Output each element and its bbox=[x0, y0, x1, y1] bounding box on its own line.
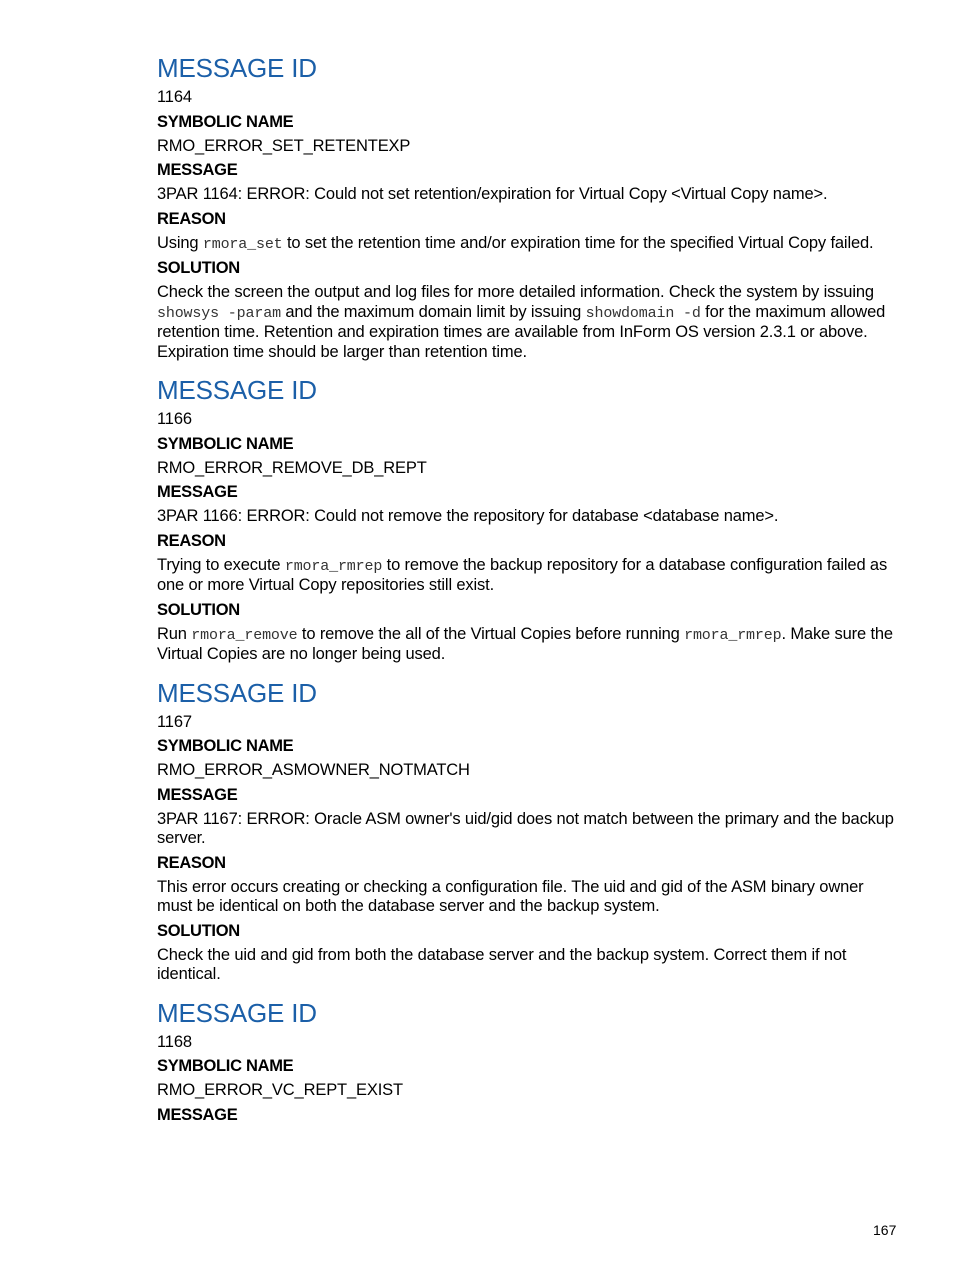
reason-label: REASON bbox=[157, 531, 226, 550]
document-body bbox=[157, 52, 899, 1138]
command-code: rmora_set bbox=[202, 235, 283, 253]
message-text: 3PAR 1166: ERROR: Could not remove the repository for database <database name>. bbox=[157, 507, 779, 525]
message-label: MESSAGE bbox=[157, 483, 238, 501]
message-label: MESSAGE bbox=[157, 1105, 238, 1124]
reason-label: REASON bbox=[157, 209, 226, 228]
symbolic-name-value: RMO_ERROR_SET_RETENTEXP bbox=[157, 136, 411, 155]
symbolic-name-value: RMO_ERROR_REMOVE_DB_REPT bbox=[157, 458, 427, 477]
command-code: rmora_remove bbox=[191, 626, 298, 644]
solution-text: Check the screen the output and log files for more detailed information. Check the system by issuing showsys -param and the maximum domain limit by issuing showdomain -d for the maximum allowed retention time. Retention and expiration times are available from InForm OS version 2.3.1 or above. Expiration time should be larger than retention time. bbox=[157, 283, 886, 361]
solution-label: SOLUTION bbox=[157, 600, 240, 619]
message-id-heading: MESSAGE ID bbox=[157, 53, 317, 83]
solution-label: SOLUTION bbox=[157, 921, 240, 940]
message-entry bbox=[157, 677, 899, 985]
symbolic-name-value: RMO_ERROR_ASMOWNER_NOTMATCH bbox=[157, 761, 470, 779]
message-entry bbox=[157, 997, 899, 1126]
reason-text: This error occurs creating or checking a configuration file. The uid and gid of the ASM binary owner must be identical on both the database server and the backup system. bbox=[157, 877, 864, 915]
message-text: 3PAR 1164: ERROR: Could not set retention/expiration for Virtual Copy <Virtual Copy name>. bbox=[157, 185, 828, 203]
message-id-heading: MESSAGE ID bbox=[157, 375, 317, 405]
symbolic-name-label: SYMBOLIC NAME bbox=[157, 434, 294, 453]
message-label: MESSAGE bbox=[157, 785, 238, 804]
reason-label: REASON bbox=[157, 853, 226, 872]
command-code: showdomain -d bbox=[585, 304, 701, 322]
solution-text: Run rmora_remove to remove the all of the Virtual Copies before running rmora_rmrep. Make sure the Virtual Copies are no longer being used. bbox=[157, 624, 893, 663]
solution-text: Check the uid and gid from both the database server and the backup system. Correct them if not identical. bbox=[157, 945, 847, 983]
command-code: showsys -param bbox=[157, 304, 281, 322]
symbolic-name-label: SYMBOLIC NAME bbox=[157, 112, 294, 131]
page-number: 167 bbox=[873, 1222, 897, 1238]
message-id-value: 1166 bbox=[157, 410, 192, 428]
message-entry bbox=[157, 52, 899, 362]
solution-label: SOLUTION bbox=[157, 259, 240, 277]
reason-text: Trying to execute rmora_rmrep to remove the backup repository for a database configuration failed as one or more Virtual Copy repositories still exist. bbox=[157, 555, 888, 594]
message-id-value: 1164 bbox=[157, 88, 192, 106]
message-entry bbox=[157, 374, 899, 665]
message-text: 3PAR 1167: ERROR: Oracle ASM owner's uid/gid does not match between the primary and the backup server. bbox=[157, 809, 894, 847]
symbolic-name-value: RMO_ERROR_VC_REPT_EXIST bbox=[157, 1081, 403, 1099]
message-label: MESSAGE bbox=[157, 161, 238, 179]
command-code: rmora_rmrep bbox=[284, 557, 383, 575]
message-id-heading: MESSAGE ID bbox=[157, 677, 317, 708]
message-id-value: 1168 bbox=[157, 1032, 192, 1051]
command-code: rmora_rmrep bbox=[684, 626, 782, 644]
symbolic-name-label: SYMBOLIC NAME bbox=[157, 737, 294, 755]
reason-text: Using rmora_set to set the retention time and/or expiration time for the specified Virtual Copy failed. bbox=[157, 233, 874, 253]
message-id-value: 1167 bbox=[157, 712, 192, 731]
message-id-heading: MESSAGE ID bbox=[157, 997, 317, 1028]
symbolic-name-label: SYMBOLIC NAME bbox=[157, 1057, 294, 1075]
